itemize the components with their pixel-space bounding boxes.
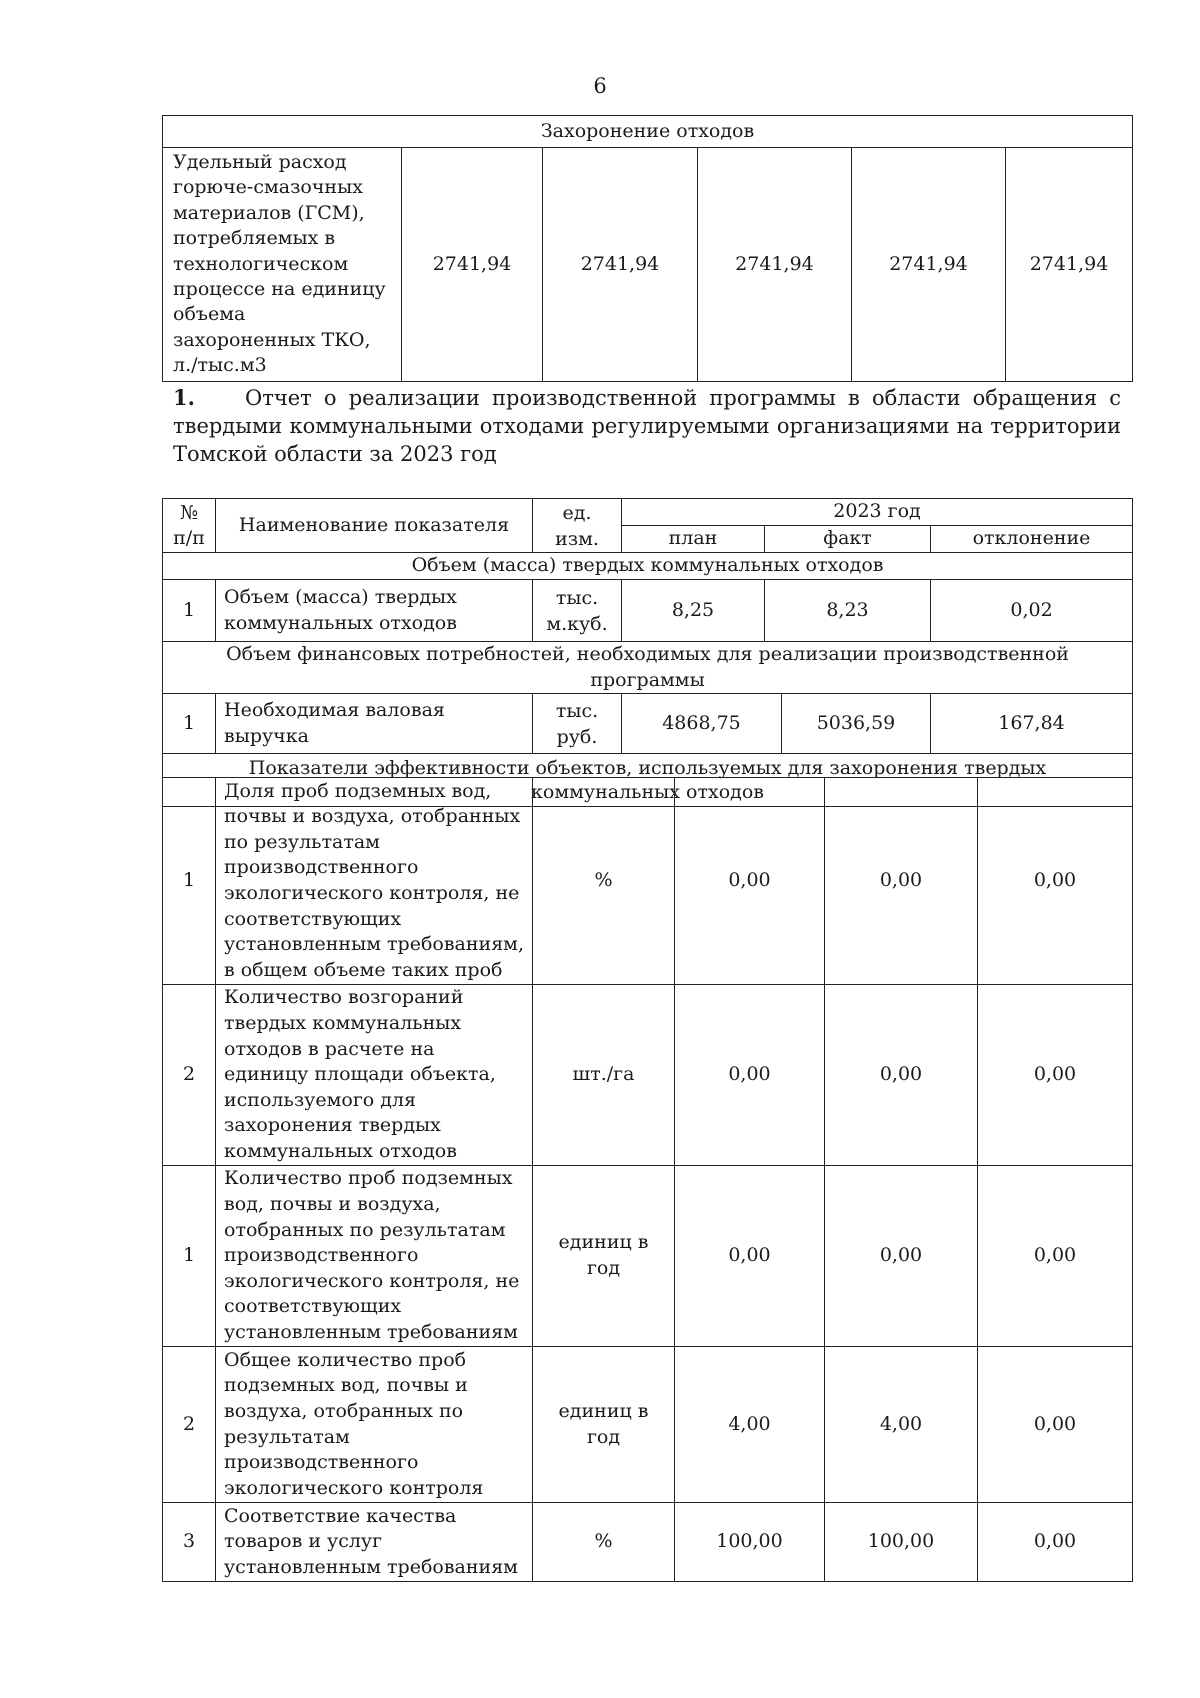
fact-cell: 0,00 [825,1166,978,1347]
table-row [163,148,1133,382]
table-row [163,694,1133,754]
deviation-cell: 0,00 [978,1166,1133,1347]
row-num: 2 [163,985,216,1166]
fact-cell: 8,23 [765,580,931,642]
table-row [163,1166,1133,1347]
deviation-cell: 0,02 [931,580,1133,642]
value-cell: 2741,94 [852,148,1006,382]
section-title: Показатели эффективности объектов, используемых для захоронения твердых коммунальных отходов [163,754,1133,807]
value-cell: 2741,94 [543,148,698,382]
deviation-cell: 0,00 [978,1347,1133,1503]
unit-cell: шт./га [533,985,675,1166]
indicator-name: Количество возгораний твердых коммунальных отходов в расчете на единицу площади объекта, используемого для захоронения твердых коммунальных отходов [216,985,533,1166]
row-num: 1 [163,580,216,642]
fact-cell: 4,00 [825,1347,978,1503]
unit-cell: единиц в год [533,1347,675,1503]
deviation-cell: 0,00 [978,778,1133,985]
plan-cell: 8,25 [622,580,765,642]
fact-cell: 0,00 [825,985,978,1166]
unit-cell: тыс. руб. [533,694,622,754]
table-row [163,985,1133,1166]
indicator-name: Удельный расход горюче-смазочных материалов (ГСМ), потребляемых в технологическом процессе на единицу объема захороненных ТКО, л./тыс.м3 [163,148,402,382]
indicator-name: Объем (масса) твердых коммунальных отходов [216,580,533,642]
header-unit: ед. изм. [533,499,622,553]
landfill-gsm-table [162,115,1133,382]
section-heading-text: Отчет о реализации производственной программы в области обращения с твердыми коммунальными отходами регулируемыми организациями на территории Томской области за 2023 год [173,386,1121,466]
indicator-name: Необходимая валовая выручка [216,694,533,754]
section-heading [173,384,1121,468]
row-num: 1 [163,1166,216,1347]
plan-cell: 0,00 [675,778,825,985]
unit-cell: тыс. м.куб. [533,580,622,642]
header-fact: факт [765,526,931,553]
plan-cell: 4,00 [675,1347,825,1503]
header-deviation: отклонение [931,526,1133,553]
row-num: 1 [163,778,216,985]
section-number: 1. [173,385,195,410]
section-title: Объем финансовых потребностей, необходимых для реализации производственной программы [163,642,1133,694]
plan-cell: 0,00 [675,1166,825,1347]
unit-cell: единиц в год [533,1166,675,1347]
plan-cell: 0,00 [675,985,825,1166]
fact-cell: 100,00 [825,1503,978,1582]
header-year: 2023 год [622,499,1133,526]
deviation-cell: 0,00 [978,985,1133,1166]
indicator-name: Количество проб подземных вод, почвы и воздуха, отобранных по результатам производственного экологического контроля, не соответствующих установленным требованиям [216,1166,533,1347]
deviation-cell: 167,84 [931,694,1133,754]
plan-cell: 4868,75 [622,694,782,754]
efficiency-indicators-table [162,777,1133,1582]
table-row [163,1503,1133,1582]
value-cell: 2741,94 [1006,148,1133,382]
indicator-name: Доля проб подземных вод, почвы и воздуха, отобранных по результатам производственного экологического контроля, не соответствующих установленным требованиям, в общем объеме таких проб [216,778,533,985]
header-num: № п/п [163,499,216,553]
section-title-landfill: Захоронение отходов [163,116,1133,148]
table-row [163,1347,1133,1503]
fact-cell: 5036,59 [782,694,931,754]
header-name: Наименование показателя [216,499,533,553]
header-plan: план [622,526,765,553]
indicator-name: Общее количество проб подземных вод, почвы и воздуха, отобранных по результатам производственного экологического контроля [216,1347,533,1503]
value-cell: 2741,94 [402,148,543,382]
row-num: 2 [163,1347,216,1503]
section-title: Объем (масса) твердых коммунальных отходов [163,553,1133,580]
deviation-cell: 0,00 [978,1503,1133,1582]
value-cell: 2741,94 [698,148,852,382]
table-row [163,580,1133,642]
page-number: 6 [593,74,607,98]
plan-cell: 100,00 [675,1503,825,1582]
indicator-name: Соответствие качества товаров и услуг установленным требованиям [216,1503,533,1582]
row-num: 3 [163,1503,216,1582]
production-program-report-table [162,498,1133,807]
unit-cell: % [533,778,675,985]
row-num: 1 [163,694,216,754]
table-row [163,778,1133,985]
fact-cell: 0,00 [825,778,978,985]
unit-cell: % [533,1503,675,1582]
